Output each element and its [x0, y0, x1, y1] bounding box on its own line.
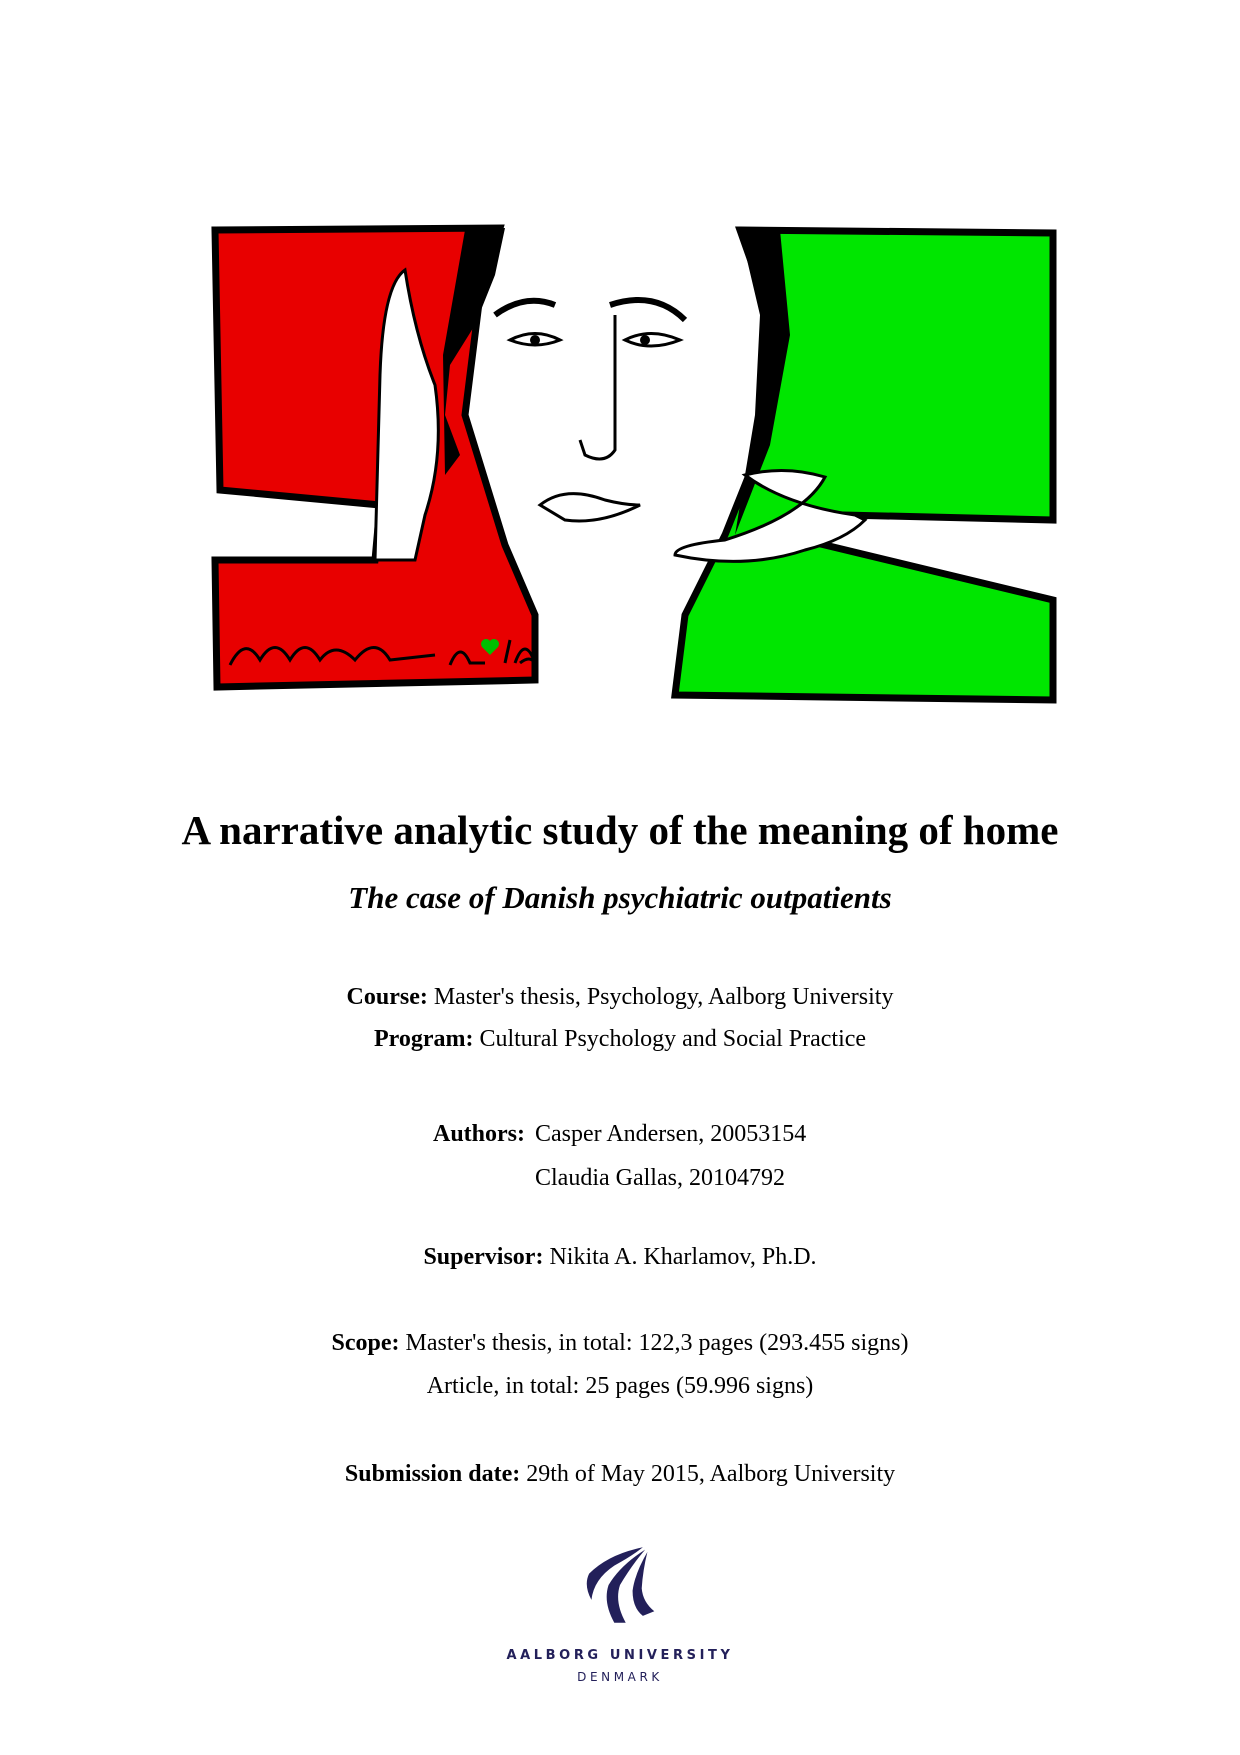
university-country: DENMARK [577, 1670, 663, 1684]
university-name: AALBORG UNIVERSITY [506, 1648, 734, 1663]
cover-illustration [205, 215, 1065, 710]
scope-article-line: Article, in total: 25 pages (59.996 signs) [426, 1373, 814, 1399]
mouth [540, 494, 640, 521]
program-line [0, 1026, 1240, 1053]
supervisor-value: Nikita A. Kharlamov, Ph.D. [549, 1244, 817, 1270]
eyebrow-right [610, 300, 685, 320]
author-name: Claudia Gallas, 20104792 [535, 1165, 785, 1191]
aalborg-logo [0, 1545, 1240, 1630]
nose [580, 315, 615, 459]
course-value: Master's thesis, Psychology, Aalborg University [433, 984, 894, 1010]
program-value: Cultural Psychology and Social Practice [479, 1026, 867, 1052]
submission-label: Submission date: [344, 1461, 521, 1487]
red-panel [215, 228, 535, 687]
scope-line [0, 1330, 1240, 1357]
submission-line [0, 1461, 1240, 1488]
authors-block [433, 1112, 806, 1200]
course-line [0, 984, 1240, 1011]
authors-label: Authors: [433, 1121, 526, 1147]
thesis-title: A narrative analytic study of the meaning of home [181, 807, 1059, 853]
eyebrow-left [495, 301, 555, 315]
author-name: Casper Andersen, 20053154 [535, 1121, 807, 1147]
thesis-subtitle: The case of Danish psychiatric outpatients [348, 880, 892, 915]
course-label: Course: [346, 984, 428, 1010]
green-panel [675, 230, 1053, 700]
supervisor-line [0, 1244, 1240, 1271]
scope-label: Scope: [331, 1330, 400, 1356]
supervisor-label: Supervisor: [423, 1244, 544, 1270]
scope-value: Master's thesis, in total: 122,3 pages (293.455 signs) [405, 1330, 909, 1356]
eye-right [625, 334, 680, 347]
aalborg-wave-icon [580, 1545, 660, 1625]
program-label: Program: [373, 1026, 474, 1052]
submission-value: 29th of May 2015, Aalborg University [526, 1461, 896, 1487]
